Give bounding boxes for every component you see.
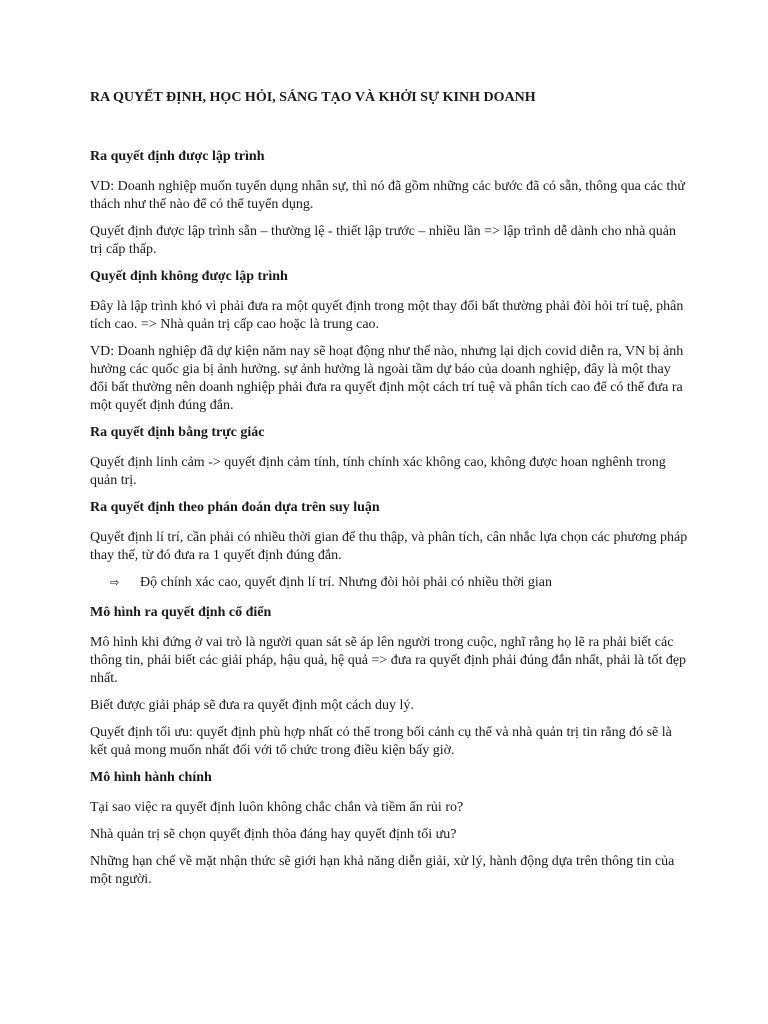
bullet-text: Độ chính xác cao, quyết định lí trí. Nhưng đòi hỏi phải có nhiều thời gian [140,575,552,590]
paragraph: Quyết định được lập trình sẵn – thường lệ - thiết lập trước – nhiều lần => lập trình dễ dành cho nhà quản trị cấp thấp. [90,224,677,257]
section-heading: Ra quyết định được lập trình [90,149,265,164]
paragraph: Biết được giải pháp sẽ đưa ra quyết định một cách duy lý. [90,698,414,713]
paragraph: VD: Doanh nghiệp đã dự kiện năm nay sẽ hoạt động như thế nào, nhưng lại dịch covid diễn ra, VN bị ảnh hưởng các quốc gia bị ảnh hưởng. sự ảnh hưởng là ngoài tầm dự báo của doanh nghiệp, đây là một thay đổi bất thường nên doanh nghiệp phải đưa ra quyết định một cách trí tuệ và phân tích cao để có thể đưa ra một quyết định đúng đắn. [90,344,684,413]
paragraph: Tại sao việc ra quyết định luôn không chắc chắn và tiềm ẩn rủi ro? [90,800,464,815]
document-page [90,90,690,898]
paragraph: VD: Doanh nghiệp muốn tuyển dụng nhân sự, thì nó đã gồm những các bước đã có sẵn, thông qua các thử thách như thế nào để có thể tuyển dụng. [90,179,685,212]
paragraph: Nhà quản trị sẽ chọn quyết định thỏa đáng hay quyết định tối ưu? [90,827,457,842]
paragraph: Quyết định lí trí, cần phải có nhiều thời gian để thu thập, và phân tích, cân nhắc lựa chọn các phương pháp thay thế, từ đó đưa ra 1 quyết định đúng đắn. [90,530,688,563]
section-heading: Ra quyết định bằng trực giác [90,425,265,440]
section-heading: Mô hình hành chính [90,770,212,785]
section-heading: Quyết định không được lập trình [90,269,288,284]
document-title: RA QUYẾT ĐỊNH, HỌC HỎI, SÁNG TẠO VÀ KHỞI SỰ KINH DOANH [90,90,536,105]
paragraph: Mô hình khi đứng ở vai trò là người quan sát sẽ áp lên người trong cuộc, nghĩ rằng họ lẽ ra phải biết các thông tin, phải biết các giải pháp, hậu quả, hệ quả => đưa ra quyết định phải đúng đắn nhất, phải là tốt đẹp nhất. [90,635,687,686]
section-heading: Ra quyết định theo phán đoán dựa trên suy luận [90,500,380,515]
section-heading: Mô hình ra quyết định cổ điển [90,605,272,620]
arrow-right-icon: ⇨ [110,576,120,589]
paragraph: Quyết định linh cảm -> quyết định cảm tính, tính chính xác không cao, không được hoan nghênh trong quản trị. [90,455,666,488]
bullet-item [90,574,690,592]
paragraph: Quyết định tối ưu: quyết định phù hợp nhất có thể trong bối cảnh cụ thể và nhà quản trị tin rằng đó sẽ là kết quả mong muốn nhất đối với tổ chức trong điều kiện bấy giờ. [90,725,672,758]
paragraph: Những hạn chế về mặt nhận thức sẽ giới hạn khả năng diễn giải, xử lý, hành động dựa trên thông tin của một người. [90,854,675,887]
paragraph: Đây là lập trình khó vì phải đưa ra một quyết định trong một thay đổi bất thường phải đòi hỏi trí tuệ, phân tích cao. => Nhà quản trị cấp cao hoặc là trung cao. [90,299,684,332]
